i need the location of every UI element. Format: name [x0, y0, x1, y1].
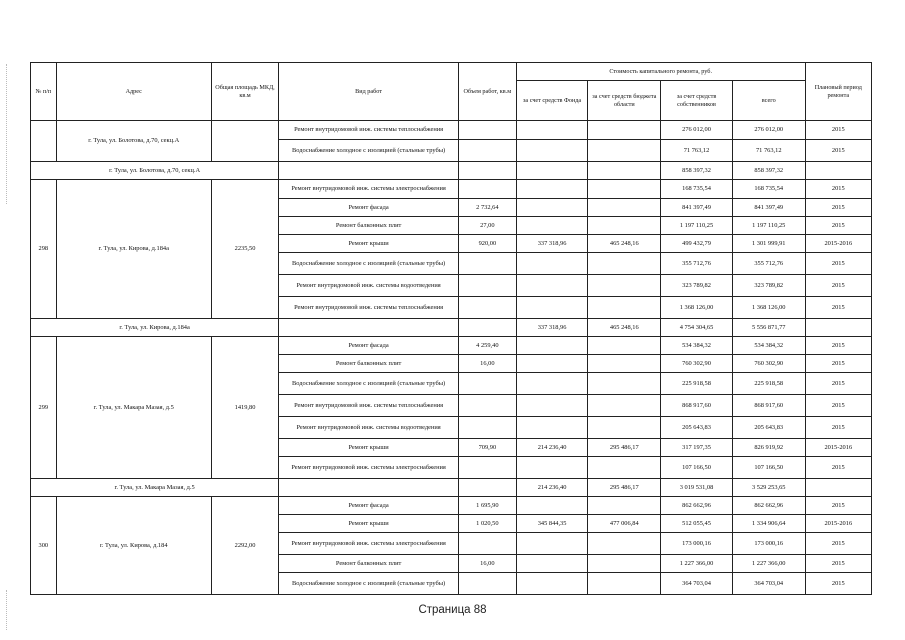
subtotal-owners: 4 754 304,65	[661, 319, 733, 337]
col-header-fund: за счет средств Фонда	[516, 81, 588, 121]
cell-area: 2235,50	[211, 180, 278, 319]
cell-fund: 337 318,96	[516, 235, 588, 253]
cell-period: 2015-2016	[805, 235, 871, 253]
cell-region: 295 486,17	[588, 439, 661, 457]
cell-volume: 709,90	[458, 439, 516, 457]
cell-volume	[458, 417, 516, 439]
cell-total: 534 384,32	[732, 337, 805, 355]
cell-fund	[516, 199, 588, 217]
col-header-cost-group: Стоимость капитального ремонта, руб.	[516, 63, 805, 81]
cell-period: 2015	[805, 180, 871, 199]
cell-period: 2015	[805, 199, 871, 217]
cell-address: г. Тула, ул. Болотова, д.70, секц.А	[56, 121, 211, 162]
cell-region	[588, 275, 661, 297]
cell-fund	[516, 355, 588, 373]
cell-num	[31, 121, 57, 162]
cell-num: 299	[31, 337, 57, 479]
cell-total: 1 301 999,91	[732, 235, 805, 253]
cell-work: Водоснабжение холодное с изоляцией (стальные трубы)	[279, 373, 459, 395]
cell-region	[588, 253, 661, 275]
cell-area: 2292,00	[211, 497, 278, 595]
subtotal-region: 295 486,17	[588, 479, 661, 497]
capital-repair-table	[30, 62, 872, 595]
cell-period: 2015-2016	[805, 515, 871, 533]
cell-period: 2015	[805, 497, 871, 515]
cell-work: Ремонт внутридомовой инж. системы электроснабжения	[279, 180, 459, 199]
cell-total: 868 917,60	[732, 395, 805, 417]
cell-period: 2015	[805, 533, 871, 555]
cell-volume: 2 732,64	[458, 199, 516, 217]
cell-owners: 1 227 366,00	[661, 555, 733, 573]
cell-total: 1 227 366,00	[732, 555, 805, 573]
cell-owners: 512 055,45	[661, 515, 733, 533]
cell-fund	[516, 395, 588, 417]
page-number: Страница 88	[418, 604, 487, 616]
cell-region	[588, 355, 661, 373]
cell-num: 300	[31, 497, 57, 595]
cell-region	[588, 180, 661, 199]
subtotal-total: 5 556 871,77	[732, 319, 805, 337]
cell-total: 205 643,83	[732, 417, 805, 439]
subtotal-label: г. Тула, ул. Макара Мазая, д.5	[31, 479, 279, 497]
table-row	[31, 497, 872, 515]
cell-fund: 345 844,35	[516, 515, 588, 533]
cell-work: Ремонт внутридомовой инж. системы электроснабжения	[279, 533, 459, 555]
col-header-volume: Объем работ, кв.м	[458, 63, 516, 121]
cell-fund	[516, 497, 588, 515]
cell-owners: 323 789,82	[661, 275, 733, 297]
cell-region	[588, 297, 661, 319]
cell-region	[588, 555, 661, 573]
cell-fund	[516, 417, 588, 439]
cell-period: 2015-2016	[805, 439, 871, 457]
cell-region: 477 006,84	[588, 515, 661, 533]
cell-fund	[516, 140, 588, 162]
cell-volume	[458, 140, 516, 162]
cell-fund	[516, 180, 588, 199]
cell-owners: 364 703,04	[661, 573, 733, 595]
cell-volume	[458, 297, 516, 319]
cell-period: 2015	[805, 457, 871, 479]
cell-total: 71 763,12	[732, 140, 805, 162]
cell-period: 2015	[805, 121, 871, 140]
cell-region	[588, 573, 661, 595]
cell-owners: 760 302,90	[661, 355, 733, 373]
cell-fund	[516, 457, 588, 479]
cell-num: 298	[31, 180, 57, 319]
cell-fund	[516, 533, 588, 555]
cell-total: 168 735,54	[732, 180, 805, 199]
cell-work: Ремонт внутридомовой инж. системы электроснабжения	[279, 457, 459, 479]
cell-volume: 4 259,40	[458, 337, 516, 355]
subtotal-row	[31, 319, 872, 337]
cell-volume	[458, 121, 516, 140]
cell-fund: 214 236,40	[516, 439, 588, 457]
cell-owners: 499 432,79	[661, 235, 733, 253]
cell-period: 2015	[805, 337, 871, 355]
col-header-owners: за счет средств собственников	[661, 81, 733, 121]
cell-volume: 27,00	[458, 217, 516, 235]
subtotal-region	[588, 162, 661, 180]
cell-owners: 841 397,49	[661, 199, 733, 217]
col-header-period: Плановый период ремонта	[805, 63, 871, 121]
cell-region	[588, 337, 661, 355]
cell-region	[588, 121, 661, 140]
cell-address: г. Тула, ул. Макара Мазая, д.5	[56, 337, 211, 479]
cell-owners: 225 918,58	[661, 373, 733, 395]
col-header-area: Общая площадь МКД, кв.м	[211, 63, 278, 121]
cell-work: Водоснабжение холодное с изоляцией (стальные трубы)	[279, 253, 459, 275]
subtotal-owners: 3 019 531,08	[661, 479, 733, 497]
cell-fund	[516, 121, 588, 140]
cell-address: г. Тула, ул. Кирова, д.184	[56, 497, 211, 595]
cell-work: Ремонт внутридомовой инж. системы теплоснабжения	[279, 121, 459, 140]
col-header-total: всего	[732, 81, 805, 121]
cell-region	[588, 457, 661, 479]
cell-fund	[516, 217, 588, 235]
col-header-address: Адрес	[56, 63, 211, 121]
subtotal-label: г. Тула, ул. Болотова, д.70, секц.А	[31, 162, 279, 180]
cell-total: 862 662,96	[732, 497, 805, 515]
cell-total: 826 919,92	[732, 439, 805, 457]
cell-volume	[458, 573, 516, 595]
cell-total: 841 397,49	[732, 199, 805, 217]
cell-owners: 173 000,16	[661, 533, 733, 555]
cell-total: 276 012,00	[732, 121, 805, 140]
col-header-work-type: Вид работ	[279, 63, 459, 121]
cell-volume	[458, 253, 516, 275]
cell-region	[588, 395, 661, 417]
cell-fund	[516, 253, 588, 275]
subtotal-fund	[516, 162, 588, 180]
table-row	[31, 180, 872, 199]
subtotal-total: 858 397,32	[732, 162, 805, 180]
cell-fund	[516, 297, 588, 319]
cell-fund	[516, 337, 588, 355]
cell-work: Ремонт фасада	[279, 199, 459, 217]
cell-area	[211, 121, 278, 162]
cell-volume: 16,00	[458, 355, 516, 373]
cell-work: Водоснабжение холодное с изоляцией (стальные трубы)	[279, 573, 459, 595]
cell-owners: 862 662,96	[661, 497, 733, 515]
cell-owners: 317 197,35	[661, 439, 733, 457]
cell-work: Ремонт балконных плит	[279, 555, 459, 573]
cell-total: 364 703,04	[732, 573, 805, 595]
cell-period: 2015	[805, 140, 871, 162]
cell-work: Ремонт фасада	[279, 337, 459, 355]
cell-work: Ремонт внутридомовой инж. системы теплоснабжения	[279, 297, 459, 319]
cell-region	[588, 199, 661, 217]
cell-volume	[458, 533, 516, 555]
col-header-region: за счет средств бюджета области	[588, 81, 661, 121]
cell-area: 1419,80	[211, 337, 278, 479]
cell-work: Ремонт крыши	[279, 515, 459, 533]
subtotal-row	[31, 479, 872, 497]
cell-region	[588, 533, 661, 555]
cell-volume	[458, 373, 516, 395]
cell-work: Ремонт внутридомовой инж. системы теплоснабжения	[279, 395, 459, 417]
cell-volume	[458, 275, 516, 297]
cell-work: Водоснабжение холодное с изоляцией (стальные трубы)	[279, 140, 459, 162]
subtotal-total: 3 529 253,65	[732, 479, 805, 497]
cell-period: 2015	[805, 573, 871, 595]
cell-volume: 920,00	[458, 235, 516, 253]
cell-work: Ремонт фасада	[279, 497, 459, 515]
cell-total: 760 302,90	[732, 355, 805, 373]
cell-owners: 355 712,76	[661, 253, 733, 275]
cell-owners: 71 763,12	[661, 140, 733, 162]
cell-fund	[516, 275, 588, 297]
cell-total: 173 000,16	[732, 533, 805, 555]
cell-owners: 168 735,54	[661, 180, 733, 199]
cell-work: Ремонт балконных плит	[279, 355, 459, 373]
cell-owners: 205 643,83	[661, 417, 733, 439]
subtotal-row	[31, 162, 872, 180]
cell-owners: 868 917,60	[661, 395, 733, 417]
cell-region	[588, 417, 661, 439]
cell-volume: 16,00	[458, 555, 516, 573]
cell-fund	[516, 373, 588, 395]
cell-period: 2015	[805, 395, 871, 417]
cell-owners: 1 197 110,25	[661, 217, 733, 235]
table-body	[31, 121, 872, 595]
cell-total: 1 334 906,64	[732, 515, 805, 533]
cell-total: 1 197 110,25	[732, 217, 805, 235]
cell-volume	[458, 180, 516, 199]
cell-period: 2015	[805, 275, 871, 297]
cell-region	[588, 497, 661, 515]
cell-region	[588, 140, 661, 162]
subtotal-region: 465 248,16	[588, 319, 661, 337]
cell-total: 355 712,76	[732, 253, 805, 275]
subtotal-fund: 337 318,96	[516, 319, 588, 337]
cell-region	[588, 373, 661, 395]
cell-volume	[458, 395, 516, 417]
cell-volume: 1 020,50	[458, 515, 516, 533]
cell-work: Ремонт внутридомовой инж. системы водоотведения	[279, 275, 459, 297]
cell-fund	[516, 555, 588, 573]
cell-period: 2015	[805, 373, 871, 395]
cell-owners: 276 012,00	[661, 121, 733, 140]
table-row	[31, 121, 872, 140]
cell-period: 2015	[805, 555, 871, 573]
cell-period: 2015	[805, 355, 871, 373]
cell-work: Ремонт внутридомовой инж. системы водоотведения	[279, 417, 459, 439]
cell-total: 323 789,82	[732, 275, 805, 297]
cell-total: 107 166,50	[732, 457, 805, 479]
cell-owners: 1 368 126,00	[661, 297, 733, 319]
cell-work: Ремонт крыши	[279, 439, 459, 457]
cell-period: 2015	[805, 253, 871, 275]
cell-period: 2015	[805, 217, 871, 235]
cell-fund	[516, 573, 588, 595]
cell-owners: 534 384,32	[661, 337, 733, 355]
cell-work: Ремонт крыши	[279, 235, 459, 253]
cell-region: 465 248,16	[588, 235, 661, 253]
col-header-num: № п/п	[31, 63, 57, 121]
cell-volume	[458, 457, 516, 479]
cell-region	[588, 217, 661, 235]
cell-address: г. Тула, ул. Кирова, д.184а	[56, 180, 211, 319]
cell-period: 2015	[805, 297, 871, 319]
subtotal-owners: 858 397,32	[661, 162, 733, 180]
cell-work: Ремонт балконных плит	[279, 217, 459, 235]
cell-period: 2015	[805, 417, 871, 439]
cell-volume: 1 695,90	[458, 497, 516, 515]
subtotal-label: г. Тула, ул. Кирова, д.184а	[31, 319, 279, 337]
table-row	[31, 337, 872, 355]
cell-owners: 107 166,50	[661, 457, 733, 479]
cell-total: 225 918,58	[732, 373, 805, 395]
subtotal-fund: 214 236,40	[516, 479, 588, 497]
cell-total: 1 368 126,00	[732, 297, 805, 319]
scan-edge-mark	[6, 64, 7, 204]
